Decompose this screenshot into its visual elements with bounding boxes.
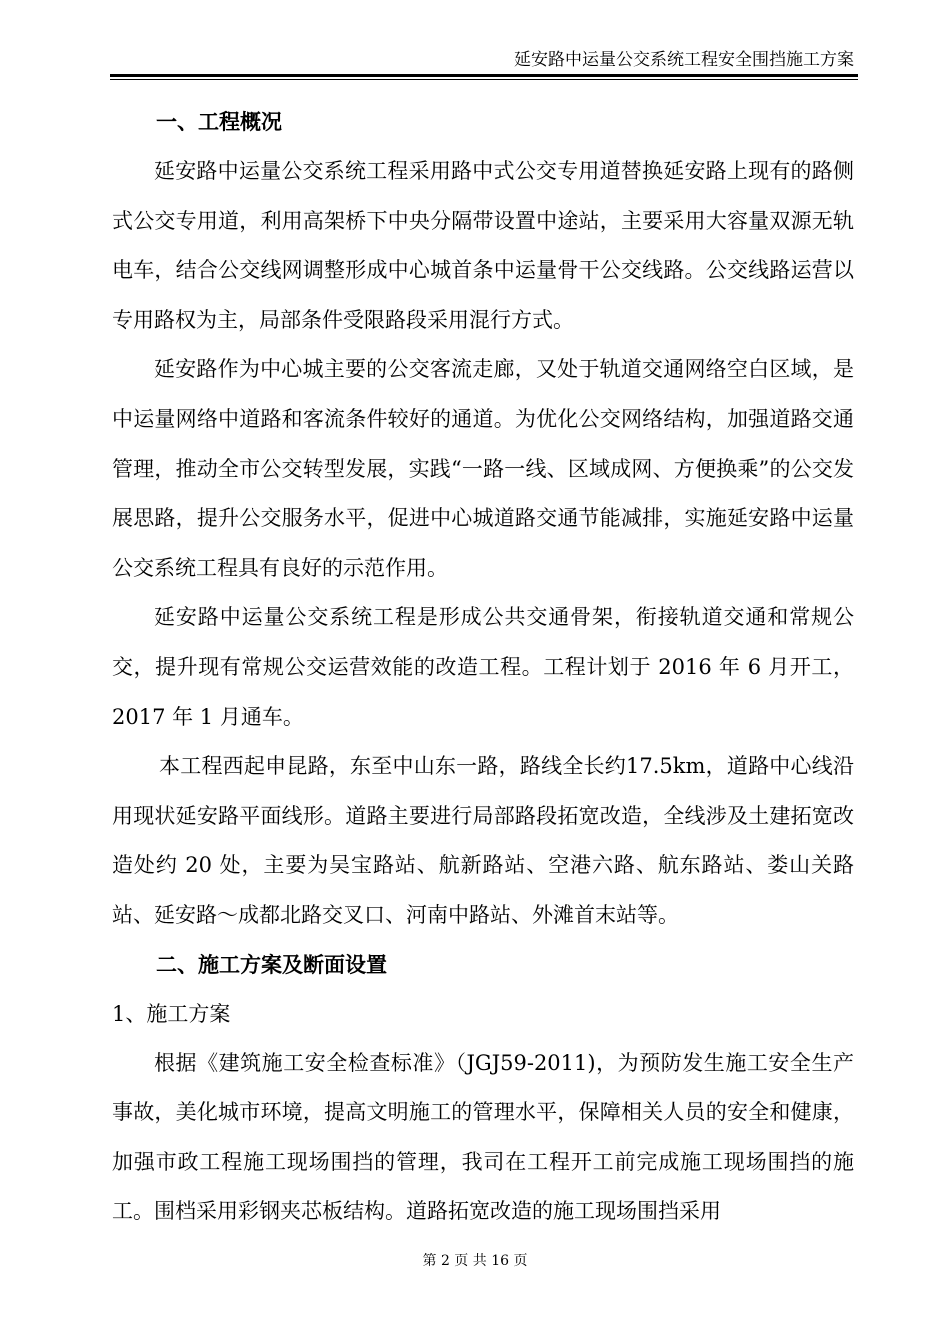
document-body bbox=[112, 98, 854, 1237]
header-rule-thin bbox=[110, 79, 858, 80]
overview-paragraph-4: 本工程西起申昆路，东至中山东一路，路线全长约17.5km，道路中心线沿用现状延安路平面线形。道路主要进行局部路段拓宽改造，全线涉及土建拓宽改造处约 20 处，主要为吴宝路站、航新路站、空港六路、航东路站、娄山关路站、延安路～成都北路交叉口、河南中路站、外滩首末站等。 bbox=[112, 754, 854, 927]
overview-paragraph-1: 延安路中运量公交系统工程采用路中式公交专用道替换延安路上现有的路侧式公交专用道，利用高架桥下中央分隔带设置中途站，主要采用大容量双源无轨电车，结合公交线网调整形成中心城首条中运量骨干公交线路。公交线路运营以专用路权为主，局部条件受限路段采用混行方式。 bbox=[112, 159, 854, 332]
subsection-heading-construction-plan: 1、施工方案 bbox=[112, 1001, 231, 1026]
header-rule-thick bbox=[110, 74, 858, 77]
page-number-footer: 第 2 页 共 16 页 bbox=[422, 1253, 528, 1269]
section-heading-construction: 二、施工方案及断面设置 bbox=[156, 952, 387, 977]
document-header-title: 延安路中运量公交系统工程安全围挡施工方案 bbox=[514, 50, 854, 70]
overview-paragraph-3: 延安路中运量公交系统工程是形成公共交通骨架，衔接轨道交通和常规公交，提升现有常规公交运营效能的改造工程。工程计划于 2016 年 6 月开工，2017 年 1 月通车。 bbox=[112, 605, 854, 729]
construction-paragraph-1: 根据《建筑施工安全检查标准》（JGJ59-2011)，为预防发生施工安全生产事故，美化城市环境，提高文明施工的管理水平，保障相关人员的安全和健康，加强市政工程施工现场围挡的管理，我司在工程开工前完成施工现场围挡的施工。围档采用彩钢夹芯板结构。道路拓宽改造的施工现场围挡采用 bbox=[112, 1050, 854, 1224]
section-heading-overview: 一、工程概况 bbox=[156, 110, 282, 134]
overview-paragraph-2: 延安路作为中心城主要的公交客流走廊，又处于轨道交通网络空白区域，是中运量网络中道路和客流条件较好的通道。为优化公交网络结构，加强道路交通管理，推动全市公交转型发展，实践“一路一线、区域成网、方便换乘”的公交发展思路，提升公交服务水平，促进中心城道路交通节能减排，实施延安路中运量公交系统工程具有良好的示范作用。 bbox=[112, 357, 854, 580]
